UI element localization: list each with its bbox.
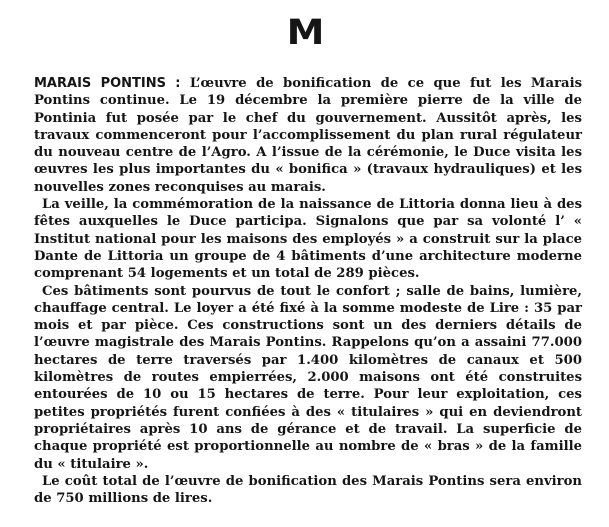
article-paragraph: Ces bâtiments sont pourvus de tout le confort ; salle de bains, lumière, chauffage central. Le loyer a été fixé à la somme modeste de Lire : 35 par mois et par pièce. Ces constructions sont un des derniers détails de l’œuvre magistrale des Marais Pontins. Rappelons qu’on a assaini 77.000 hectares de terre traversés par 1.400 kilomètres de canaux et 500 kilomètres de routes empierrées, 2.000 maisons ont été construites entourées de 10 ou 15 hectares de terre. Pour leur exploitation, ces petites propriétés furent confiées à des « titulaires » qui en deviendront propriétaires après 10 ans de gérance et de travail. La superficie de chaque propriété est proportionnelle au nombre de « bras » de la famille du « titulaire ». bbox=[34, 283, 582, 472]
section-letter-heading: M bbox=[286, 11, 323, 53]
article-body bbox=[34, 75, 582, 507]
paragraph-text: L’œuvre de bonification de ce que fut les Marais Pontins continue. Le 19 décembre la première pierre de la ville de Pontinia fut posée par le chef du gouvernement. Aussitôt après, les travaux commenceront pour l’accomplissement du plan rural régulateur du nouveau centre de l’Agro. A l’issue de la cérémonie, le Duce visita les œuvres les plus importantes du « bonifica » (travaux hydrauliques) et les nouvelles zones reconquises au marais. bbox=[34, 76, 582, 195]
article-lead-title: MARAIS PONTINS : bbox=[34, 76, 181, 91]
article-paragraph: La veille, la commémoration de la naissance de Littoria donna lieu à des fêtes auxquelles le Duce participa. Signalons que par sa volonté l’ « Institut national pour les maisons des employés » a construit sur la place Dante de Littoria un groupe de 4 bâtiments d’une architecture moderne comprenant 54 logements et un total de 289 pièces. bbox=[34, 197, 582, 282]
article-paragraph: Le coût total de l’œuvre de bonification des Marais Pontins sera environ de 750 millions de lires. bbox=[34, 473, 582, 507]
article-paragraph bbox=[34, 75, 582, 196]
